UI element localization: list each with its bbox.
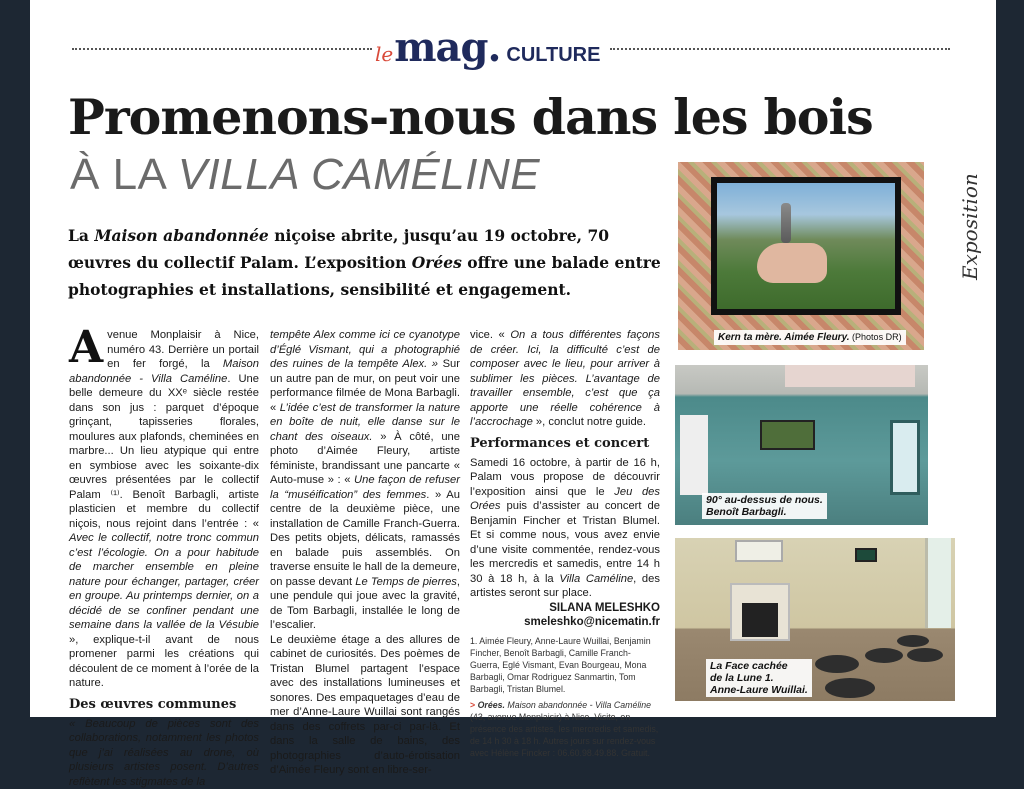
paragraph (470, 328, 660, 430)
caption-photo-1 (714, 330, 906, 345)
paragraph: Le deuxième étage a des allures de cabinet de curiosités. Des poèmes de Tristan Blumel partagent l’espace avec des installations lumineuses et sonores. Des empaquetages d’eau de mer d’Anne-Laure Wuillai sont rangés dans des coffrets par-ci par-là. Et dans la salle de bains, des photographies d’auto-érotisation d’Aimée Fleury sont en libre-ser- (270, 633, 460, 778)
author-email[interactable]: smeleshko@nicematin.fr (470, 615, 660, 629)
floor-disc (815, 655, 859, 673)
body-italic: Une façon de refuser la “muséification” des femmes (270, 474, 460, 501)
fireplace-opening (742, 603, 778, 637)
section-heading: Performances et concert (470, 436, 660, 452)
floor-disc (865, 648, 903, 663)
body-text: . » Au centre de la deuxième pièce, une installation de Camille Franch-Guerra. Des petits objets, délicats, ramassés en balade puis assemblés. On traverse ensuite le hall de la demeure, on passe devant (270, 489, 460, 588)
caption-text: de la Lune 1. (710, 672, 808, 684)
body-text: Samedi 16 octobre, à partir de 16 h, Palam vous propose de découvrir l’exposition ainsi que le (470, 457, 660, 498)
caption-text: 90° au-dessus de nous. (706, 494, 823, 506)
caption-photo-2 (702, 493, 827, 519)
info-italic: Maison abandonnée - Villa Caméline (505, 700, 651, 710)
article-column-1 (69, 328, 259, 789)
drop-cap: A (69, 330, 103, 366)
body-italic: Maison abandonnée - Villa Caméline (69, 358, 259, 385)
body-italic: L’idée c’est de transformer la nature en boîte de nuit, elle danse sur le chant des oiseaux. (270, 402, 460, 443)
body-text: », conclut notre guide. (533, 416, 646, 428)
logo-mag: mag. (394, 28, 500, 68)
floor-disc (825, 678, 875, 698)
caption-text: Benoît Barbagli. (706, 506, 823, 518)
photo-kern-ta-mere (678, 162, 924, 350)
info-bold: Orées. (478, 700, 505, 710)
lead-italic: Maison abandonnée (94, 226, 268, 245)
article-column-2 (270, 328, 460, 778)
paragraph (69, 328, 259, 691)
article-column-3 (470, 328, 660, 759)
artist-credits: 1. Aimée Fleury, Anne-Laure Wuillai, Benjamin Fincher, Benoît Barbagli, Camille Franch-Guerra, Eglé Vismant, Evan Bourgeau, Mona Barbagli, Omar Rodriguez Sanmartin, Tom Barbagli, Tristan Blumel. (470, 635, 660, 695)
wall-screen (855, 548, 877, 562)
caption-text: La Face cachée (710, 660, 808, 672)
magazine-page (30, 0, 996, 717)
lead-text: offre une balade entre photographies et installations, sensibilité et engagement. (68, 253, 661, 299)
reclining-figure (757, 243, 827, 283)
le-mag-logo (375, 28, 600, 72)
body-italic: Jeu des Orées (470, 486, 660, 513)
caption-photo-3 (706, 659, 812, 697)
lead-text: La (68, 226, 94, 245)
caption-text: Kern ta mère. Aimée Fleury. (718, 332, 850, 343)
logo-le: le (375, 42, 393, 66)
caption-text: Anne-Laure Wuillai. (710, 684, 808, 696)
body-text: puis d’assister au concert de Benjamin Fincher et Tristan Blumel. Et si comme nous, vous avez envie d’une visite commentée, rendez-vous les mercredis et samedis, entre 14 h 30 à 18 h, à la (470, 500, 660, 585)
vertical-label-text: Exposition (958, 173, 982, 280)
section-heading: Des œuvres communes (69, 697, 259, 713)
body-italic: Villa Caméline (559, 573, 633, 585)
body-text: venue Monplaisir à Nice, numéro 43. Derrière un portail en fer forgé, la (107, 329, 259, 370)
paragraph (470, 456, 660, 601)
header-dotted-rule-right (610, 48, 950, 50)
body-text: », explique-t-il avant de nous promener parmi les créations qui découlent de ce moment à l’orée de la nature. (69, 634, 259, 690)
section-label: CULTURE (506, 44, 600, 67)
floor-disc (897, 635, 929, 647)
body-text: , des artistes seront sur place. (470, 573, 660, 600)
article-title: Promenons-nous dans les bois (68, 88, 873, 146)
practical-info (470, 699, 660, 759)
article-subtitle (70, 150, 540, 200)
skylight (785, 365, 915, 387)
subtitle-italic: VILLA CAMÉLINE (178, 150, 540, 199)
body-text: vice. « (470, 329, 510, 341)
info-text: (43, avenue Monplaisir) à Nice. Visite, en présence des artistes, les mercredis et samedis, de 14 h 30 à 18 h. Autres jours sur rendez-vous avec Hélène Fincker : 06.60.98.49.88. Gratuit. (470, 712, 658, 758)
body-italic: Le Temps de pierres (355, 576, 457, 588)
paragraph (270, 328, 460, 633)
window (925, 538, 951, 628)
subtitle-prefix: À LA (70, 150, 178, 199)
stone-cairn (781, 203, 791, 243)
landscape-photo (717, 183, 895, 309)
vertical-label (958, 162, 988, 292)
body-text: , une pendule qui joue avec la gravité, de Tom Barbagli, installée le long de l’escalier. (270, 576, 460, 632)
header-dotted-rule-left (72, 48, 372, 50)
picture-frame (711, 177, 901, 315)
body-italic: tempête Alex comme ici ce cyanotype d’Églé Vismant, qui a photographié des ruines de la tempête Alex. » (270, 329, 460, 370)
doorway (680, 415, 708, 495)
photo-credit: (Photos DR) (850, 332, 902, 342)
mirror (735, 540, 783, 562)
floor-disc (907, 648, 943, 662)
fireplace (730, 583, 790, 641)
window (890, 420, 920, 495)
lead-text: niçoise abrite, jusqu’au 19 octobre, 70 œuvres du collectif Palam. L’exposition (68, 226, 609, 272)
body-text: » À côté, une photo d’Aimée Fleury, artiste féministe, brandissant une pancarte « Auto-muse » : « (270, 431, 460, 487)
body-italic: Avec le collectif, notre tronc commun c’est l’écologie. On a pour habitude de marcher ensemble en pleine nature pour échanger, partager, créer en groupe. Au printemps dernier, on a décidé de se confiner pendant une semaine dans la vallée de la Vésubie (69, 532, 259, 631)
body-italic: On a tous différentes façons de créer. Ici, la difficulté c’est de composer avec le lieu, pour arriver à sublimer les pièces. L’avantage de travailler ensemble, c’est que ça apporte une réelle cohérence à l’accrochage (470, 329, 660, 428)
arrow-icon: > (470, 700, 478, 710)
body-text: . Une belle demeure du XXᵉ siècle restée dans son jus : parquet d’époque grinçant, tapisseries florales, moulures aux plafonds, cheminées en marbre... Un lieu atypique qui entre en symbiose avec les soixante-dix œuvres présentées par le collectif Palam ⁽¹⁾. Benoît Barbagli, artiste plasticien et membre du collectif niçois, nous rejoint dans l’entrée : « (69, 373, 259, 530)
author-name: SILANA MELESHKO (470, 601, 660, 615)
wall-artwork (760, 420, 815, 450)
article-lead (68, 222, 663, 303)
masthead (30, 28, 996, 72)
lead-italic: Orées (412, 253, 462, 272)
paragraph: « Beaucoup de pièces sont des collaborations, notamment les photos que j’ai réalisées au drone, où plusieurs artistes posent. D’autres reflètent les stigmates de la (69, 717, 259, 789)
body-text: Sur un autre pan de mur, on peut voir une performance filmée de Mona Barbagli. « (270, 358, 460, 414)
